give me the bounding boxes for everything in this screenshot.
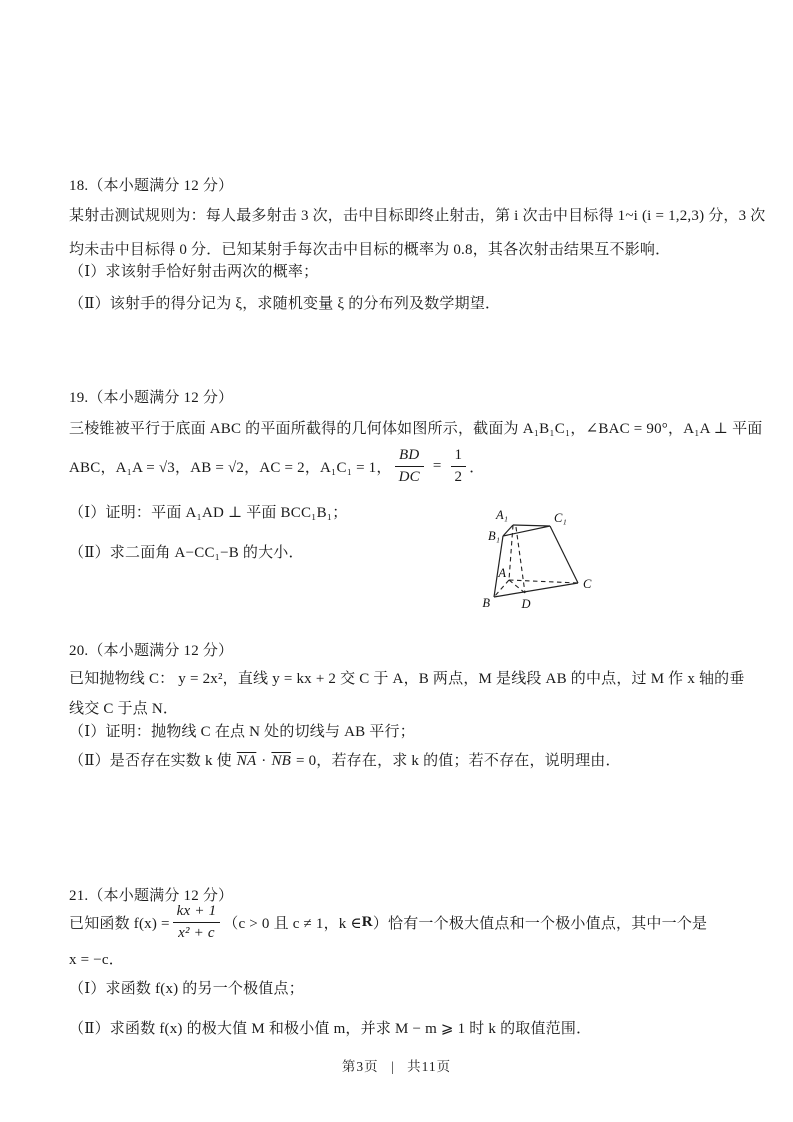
vertex-label-d: D (521, 597, 531, 611)
problem-21-part-1: （Ⅰ）求函数 f(x) 的另一个极值点； (69, 981, 304, 997)
page-footer (0, 1055, 793, 1075)
problem-18-heading: 18.（本小题满分 12 分） (69, 178, 234, 194)
problem-19-body-line-1: 三棱锥被平行于底面 ABC 的平面所截得的几何体如图所示，截面为 A₁B₁C₁，∠BAC = 90°，A₁A ⊥ 平面 (69, 421, 763, 437)
problem-21-body-line-1 (69, 902, 707, 943)
problem-18-body-line-2: 均未击中目标得 0 分．已知某射手每次击中目标的概率为 0.8，其各次射击结果互不影响． (69, 242, 671, 258)
edge-c1-c (550, 526, 578, 583)
problem-20-part-1: （Ⅰ）证明：抛物线 C 在点 N 处的切线与 AB 平行； (69, 724, 415, 740)
vector-nb: $\overline{NB}$ (271, 753, 292, 769)
problem-21-intro-tail: ）恰有一个极大值点和一个极小值点，其中一个是 (372, 915, 708, 932)
sentence-period: ． (469, 459, 485, 476)
problem-20-heading: 20.（本小题满分 12 分） (69, 643, 234, 659)
problem-20-part-2-prefix: （Ⅱ）是否存在实数 k 使 (69, 753, 236, 769)
problem-19-body-line-2 (69, 446, 484, 487)
footer-separator: | (391, 1059, 395, 1074)
vertex-label-c: C (583, 577, 592, 591)
footer-total-pages: 共11页 (407, 1059, 452, 1074)
problem-20-body-line-2: 线交 C 于点 N． (69, 701, 179, 717)
problem-19-part-1: （Ⅰ）证明：平面 A₁AD ⊥ 平面 BCC₁B₁； (69, 505, 348, 521)
fraction-bd-dc (395, 446, 424, 487)
fraction-one-half-numerator: 1 (451, 446, 467, 467)
edge-a1-d-hidden (516, 527, 525, 593)
fraction-bd-dc-numerator: BD (395, 446, 424, 467)
fraction-one-half (451, 446, 467, 487)
problem-18-body-line-1: 某射击测试规则为：每人最多射击 3 次，击中目标即终止射击，第 i 次击中目标得 1~i (i = 1,2,3) 分，3 次 (69, 208, 766, 224)
problem-21-part-2: （Ⅱ）求函数 f(x) 的极大值 M 和极小值 m，并求 M − m ⩾ 1 时 k 的取值范围． (69, 1021, 592, 1037)
problem-20-part-2 (69, 751, 621, 772)
footer-page-number: 第3页 (341, 1059, 379, 1074)
edge-b-c (494, 583, 578, 597)
problem-19-part-2: （Ⅱ）求二面角 A−CC₁−B 的大小． (69, 545, 304, 561)
problem-19-givens-text: ABC，A₁A = √3，AB = √2，AC = 2，A₁C₁ = 1， (69, 459, 392, 476)
vector-na: $\overline{NA}$ (236, 753, 257, 769)
real-numbers-symbol: R (361, 913, 373, 930)
problem-19-heading: 19.（本小题满分 12 分） (69, 390, 234, 406)
edge-a-c-hidden (509, 580, 578, 583)
vertex-label-b: B (482, 596, 490, 610)
problem-18-part-2: （Ⅱ）该射手的得分记为 ξ，求随机变量 ξ 的分布列及数学期望． (69, 296, 501, 312)
fraction-fx-denominator: x² + c (178, 925, 215, 942)
dot-operator: · (261, 753, 267, 769)
problem-21-conditions-text: （c > 0 且 c ≠ 1，k ∈ (223, 915, 362, 932)
vertex-label-a: A (498, 566, 506, 580)
problem-18-part-1: （Ⅰ）求该射手恰好射击两次的概率； (69, 264, 319, 280)
problem-21-heading: 21.（本小题满分 12 分） (69, 888, 234, 904)
problem-21-body-line-2: x = −c． (69, 952, 124, 968)
fraction-fx-numerator: kx + 1 (173, 902, 221, 923)
fraction-one-half-denominator: 2 (454, 469, 463, 486)
edge-a1-a-hidden (509, 525, 513, 580)
problem-20-body-line-1: 已知抛物线 C： y = 2x²，直线 y = kx + 2 交 C 于 A，B 两点，M 是线段 AB 的中点，过 M 作 x 轴的垂 (69, 671, 745, 687)
vertex-label-a1: A₁ (496, 508, 508, 522)
problem-21-intro-text: 已知函数 f(x) = (69, 915, 170, 932)
fraction-bd-dc-denominator: DC (398, 469, 420, 486)
fraction-fx (173, 902, 221, 943)
vertex-label-c1: C₁ (554, 511, 567, 525)
edge-a1-c1 (513, 525, 550, 526)
equals-sign: = (432, 457, 442, 474)
problem-20-part-2-suffix: = 0，若存在，求 k 的值；若不存在，说明理由． (295, 753, 621, 769)
frustum-figure (467, 503, 609, 615)
edge-a-d-hidden (509, 580, 525, 593)
vertex-label-b1: B₁ (488, 529, 500, 543)
